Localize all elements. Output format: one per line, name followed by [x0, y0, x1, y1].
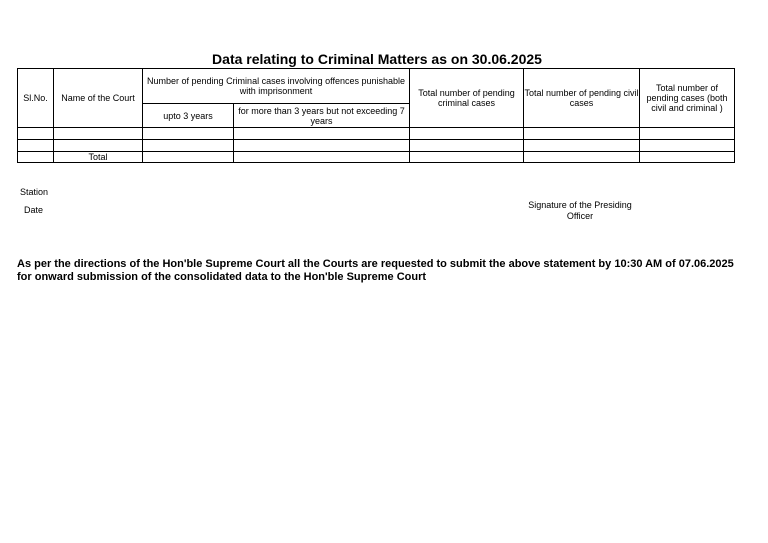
cell: [640, 140, 735, 152]
date-label: Date: [24, 205, 44, 215]
cell: [54, 128, 143, 140]
cell: [410, 140, 524, 152]
cell: [18, 152, 54, 163]
cell: [524, 128, 640, 140]
header-upto-3-years: upto 3 years: [143, 104, 234, 128]
cell: [640, 128, 735, 140]
instruction-note: As per the directions of the Hon'ble Supreme Court all the Courts are requested to submit the above statement by 10:30 AM of 07.06.2025 for onward submission of the consolidated data to the Hon'ble Supreme Court: [17, 258, 734, 283]
total-row: [18, 152, 735, 163]
cell: [410, 128, 524, 140]
header-criminal-cases-group: Number of pending Criminal cases involving offences punishable with imprisonment: [143, 69, 410, 104]
cell: [234, 128, 410, 140]
cell: [143, 140, 234, 152]
cell: [143, 128, 234, 140]
cell: [524, 140, 640, 152]
cell: [524, 152, 640, 163]
cell: [234, 140, 410, 152]
cell: [640, 152, 735, 163]
cell: [143, 152, 234, 163]
page-title: Data relating to Criminal Matters as on 30.06.2025: [212, 51, 542, 67]
cell: [18, 128, 54, 140]
table-row: [18, 128, 735, 140]
header-total-civil: Total number of pending civil cases: [524, 69, 640, 128]
header-total-all: Total number of pending cases (both civil and criminal ): [640, 69, 735, 128]
header-3-to-7-years: for more than 3 years but not exceeding 7 years: [234, 104, 410, 128]
cell: [18, 140, 54, 152]
signature-label: Signature of the Presiding Officer: [528, 200, 632, 221]
cell: [54, 140, 143, 152]
table-row: [18, 140, 735, 152]
station-label: Station: [20, 187, 49, 197]
total-label: Total: [54, 152, 143, 163]
header-sl-no: Sl.No.: [18, 69, 54, 128]
header-court-name: Name of the Court: [54, 69, 143, 128]
header-total-criminal: Total number of pending criminal cases: [410, 69, 524, 128]
criminal-matters-table: [17, 68, 735, 163]
cell: [410, 152, 524, 163]
cell: [234, 152, 410, 163]
